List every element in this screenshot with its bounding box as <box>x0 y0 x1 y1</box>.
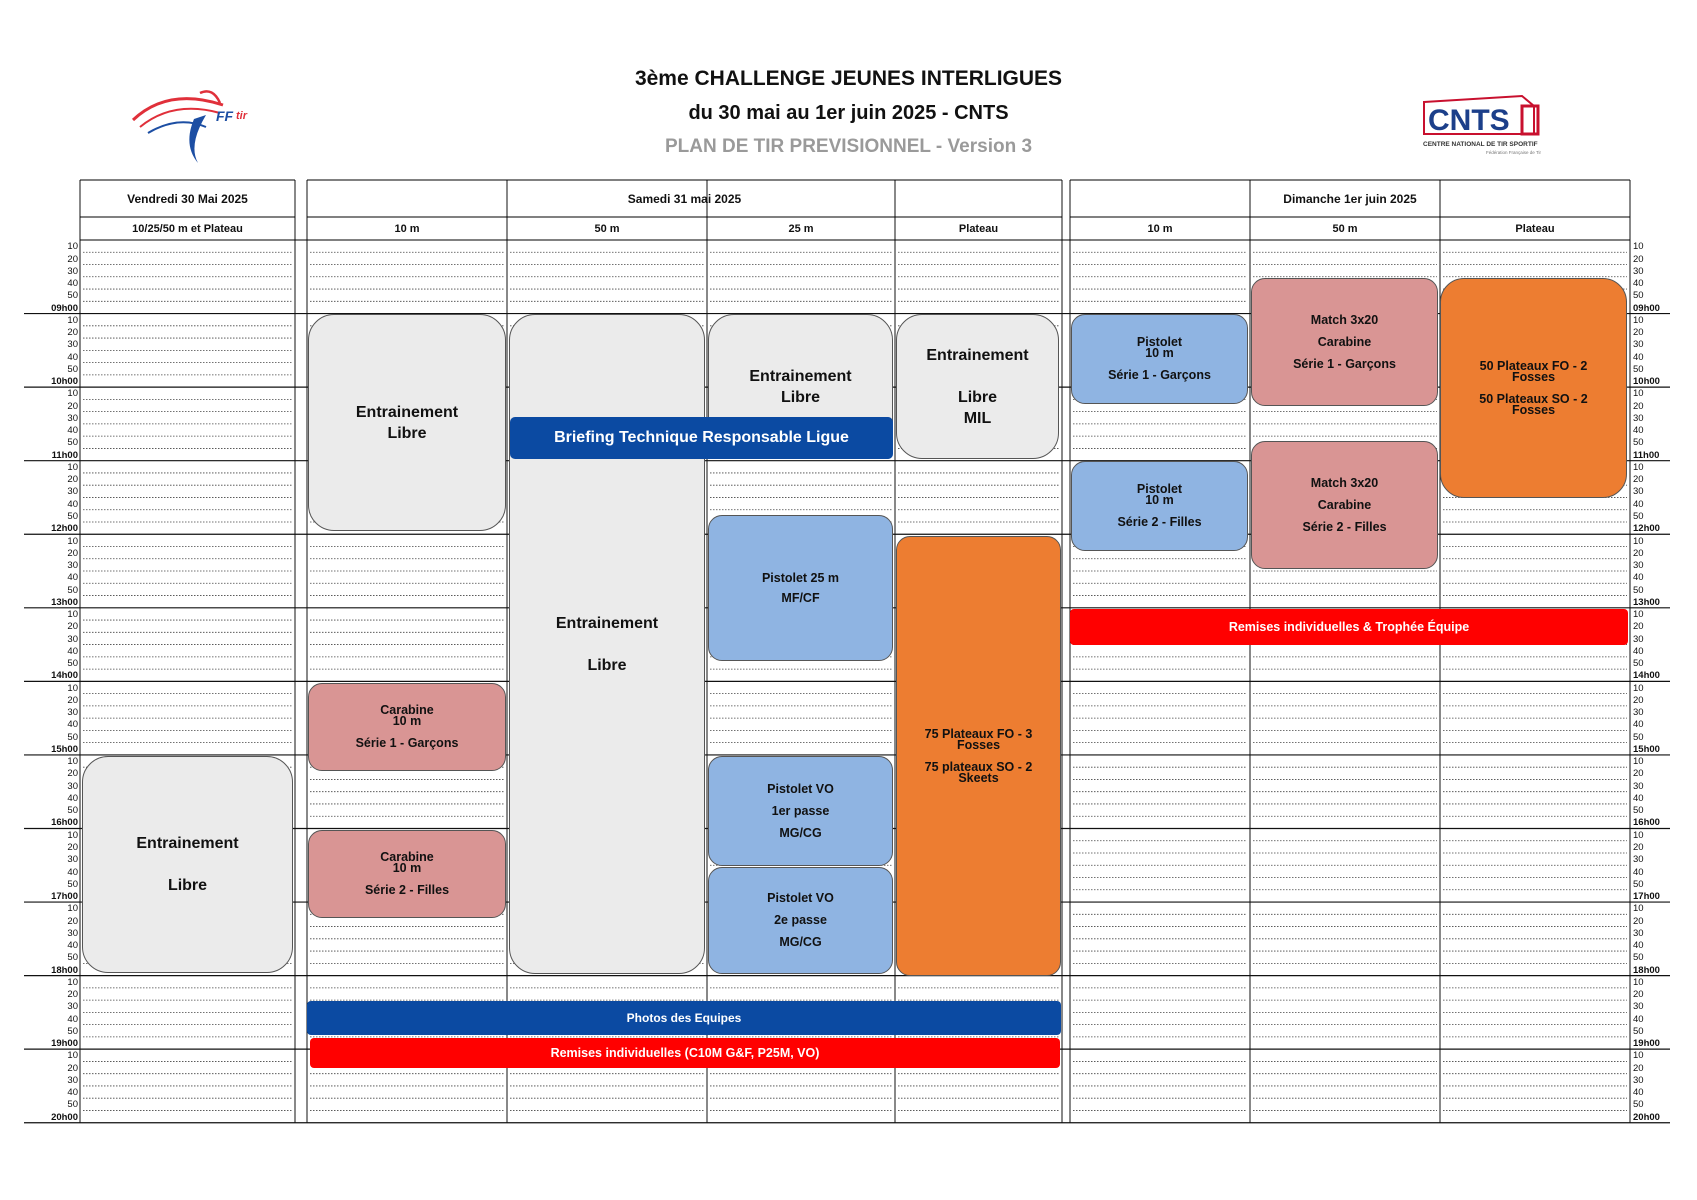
event-sat10-entrainement-libre[interactable]: Entrainement Libre <box>308 314 506 531</box>
col-header-sun-plateau: Plateau <box>1515 222 1555 235</box>
minute-label-left: 50 <box>67 1025 78 1037</box>
minute-label-right: 30 <box>1633 707 1644 719</box>
col-header-sat-50m: 50 m <box>594 222 620 235</box>
minute-label-right: 40 <box>1633 1087 1644 1099</box>
minute-label-left: 20 <box>67 621 78 633</box>
hour-label-right: 16h00 <box>1633 817 1660 829</box>
hour-label-left: 17h00 <box>51 891 78 903</box>
col-header-sun-10m: 10 m <box>1147 222 1173 235</box>
hour-label-left: 18h00 <box>51 964 78 976</box>
event-sunplateau-50-plateaux[interactable]: 50 Plateaux FO - 2 Fosses 50 Plateaux SO - 2 Fosses <box>1440 278 1627 498</box>
minute-label-right: 40 <box>1633 498 1644 510</box>
event-sun50-match-serie1[interactable]: Match 3x20 Carabine Série 1 - Garçons <box>1251 278 1438 406</box>
event-sun10-pistolet-serie2[interactable]: Pistolet 10 m Série 2 - Filles <box>1071 461 1248 551</box>
minute-label-right: 10 <box>1633 314 1644 326</box>
page-subtitle: du 30 mai au 1er juin 2025 - CNTS <box>688 102 1009 124</box>
event-sat50-entrainement-libre[interactable]: Entrainement Libre <box>509 314 705 974</box>
minute-label-left: 50 <box>67 1099 78 1111</box>
minute-label-right: 10 <box>1633 829 1644 841</box>
minute-label-right: 50 <box>1633 1099 1644 1111</box>
minute-label-left: 20 <box>67 327 78 339</box>
event-satplateau-75-plateaux[interactable]: 75 Plateaux FO - 3 Fosses 75 plateaux SO - 2 Skeets <box>896 536 1061 976</box>
minute-label-left: 20 <box>67 915 78 927</box>
minute-label-right: 10 <box>1633 241 1644 253</box>
hour-label-right: 15h00 <box>1633 743 1660 755</box>
briefing-bar[interactable]: Briefing Technique Responsable Ligue <box>510 417 893 459</box>
svg-text:FF: FF <box>216 108 234 124</box>
minute-label-left: 20 <box>67 989 78 1001</box>
minute-label-right: 50 <box>1633 878 1644 890</box>
col-header-sat-10m: 10 m <box>394 222 420 235</box>
col-header-sun-50m: 50 m <box>1332 222 1358 235</box>
minute-label-left: 30 <box>67 633 78 645</box>
event-sat25-entrainement-libre[interactable]: Entrainement Libre <box>708 314 893 459</box>
minute-label-left: 40 <box>67 940 78 952</box>
event-sat10-carabine-serie1[interactable]: Carabine 10 m Série 1 - Garçons <box>308 683 506 771</box>
minute-label-left: 50 <box>67 731 78 743</box>
minute-label-left: 50 <box>67 437 78 449</box>
minute-label-left: 20 <box>67 694 78 706</box>
minute-label-right: 40 <box>1633 572 1644 584</box>
day-header-friday: Vendredi 30 Mai 2025 <box>127 191 248 206</box>
minute-label-left: 40 <box>67 278 78 290</box>
minute-label-right: 30 <box>1633 265 1644 277</box>
minute-label-right: 30 <box>1633 854 1644 866</box>
hour-label-right: 20h00 <box>1633 1111 1660 1123</box>
minute-label-left: 10 <box>67 609 78 621</box>
col-header-sat-25m: 25 m <box>788 222 814 235</box>
minute-label-right: 40 <box>1633 351 1644 363</box>
minute-label-right: 50 <box>1633 437 1644 449</box>
svg-text:CENTRE NATIONAL DE TIR SPORTIF: CENTRE NATIONAL DE TIR SPORTIF <box>1423 141 1538 148</box>
svg-text:CNTS: CNTS <box>1428 104 1510 137</box>
minute-label-left: 30 <box>67 339 78 351</box>
minute-label-right: 30 <box>1633 560 1644 572</box>
svg-text:tir: tir <box>236 110 247 122</box>
minute-label-right: 10 <box>1633 1050 1644 1062</box>
minute-label-right: 20 <box>1633 474 1644 486</box>
minute-label-right: 20 <box>1633 253 1644 265</box>
minute-label-left: 40 <box>67 572 78 584</box>
minute-label-right: 10 <box>1633 461 1644 473</box>
minute-label-left: 50 <box>67 510 78 522</box>
hour-label-left: 10h00 <box>51 376 78 388</box>
hour-label-left: 16h00 <box>51 817 78 829</box>
hour-label-left: 15h00 <box>51 743 78 755</box>
minute-label-right: 40 <box>1633 792 1644 804</box>
minute-label-right: 50 <box>1633 1025 1644 1037</box>
minute-label-left: 40 <box>67 351 78 363</box>
event-sat10-carabine-serie2[interactable]: Carabine 10 m Série 2 - Filles <box>308 830 506 918</box>
event-satplateau-entrainement-libre-mil[interactable]: Entrainement Libre MIL <box>896 314 1059 459</box>
minute-label-right: 20 <box>1633 842 1644 853</box>
minute-label-right: 20 <box>1633 915 1644 927</box>
minute-label-left: 10 <box>67 682 78 694</box>
minute-label-left: 30 <box>67 412 78 424</box>
minute-label-left: 40 <box>67 1013 78 1025</box>
minute-label-left: 50 <box>67 952 78 964</box>
minute-label-left: 10 <box>67 388 78 400</box>
minute-label-left: 50 <box>67 805 78 817</box>
minute-label-right: 40 <box>1633 645 1644 657</box>
event-sun10-pistolet-serie1[interactable]: Pistolet 10 m Série 1 - Garçons <box>1071 314 1248 404</box>
minute-label-right: 20 <box>1633 327 1644 339</box>
minute-label-right: 40 <box>1633 719 1644 731</box>
minute-label-right: 30 <box>1633 1001 1644 1013</box>
minute-label-left: 50 <box>67 584 78 596</box>
minute-label-right: 10 <box>1633 535 1644 547</box>
minute-label-left: 10 <box>67 461 78 473</box>
minute-label-right: 30 <box>1633 1074 1644 1086</box>
minute-label-left: 20 <box>67 842 78 853</box>
minute-label-left: 30 <box>67 927 78 939</box>
minute-label-right: 40 <box>1633 1013 1644 1025</box>
minute-label-right: 30 <box>1633 633 1644 645</box>
minute-label-right: 40 <box>1633 866 1644 878</box>
hour-label-left: 12h00 <box>51 523 78 535</box>
remises-sunday-bar[interactable]: Remises individuelles & Trophée Équipe <box>1070 609 1628 645</box>
minute-label-right: 50 <box>1633 731 1644 743</box>
hour-label-left: 14h00 <box>51 670 78 682</box>
minute-label-left: 10 <box>67 976 78 988</box>
hour-label-right: 09h00 <box>1633 302 1660 314</box>
hour-label-right: 10h00 <box>1633 376 1660 388</box>
event-sat25-pistolet-vo-1[interactable]: Pistolet VO 1er passe MG/CG <box>708 756 893 866</box>
minute-label-right: 20 <box>1633 547 1644 559</box>
minute-label-left: 30 <box>67 854 78 866</box>
minute-label-left: 20 <box>67 768 78 780</box>
hour-label-left: 19h00 <box>51 1038 78 1050</box>
event-sun50-match-serie2[interactable]: Match 3x20 Carabine Série 2 - Filles <box>1251 441 1438 569</box>
minute-label-right: 40 <box>1633 425 1644 437</box>
day-header-sunday: Dimanche 1er juin 2025 <box>1283 191 1417 206</box>
minute-label-right: 10 <box>1633 976 1644 988</box>
minute-label-right: 10 <box>1633 388 1644 400</box>
minute-label-right: 50 <box>1633 584 1644 596</box>
hour-label-right: 18h00 <box>1633 964 1660 976</box>
event-fri-entrainement-libre[interactable]: Entrainement Libre <box>82 756 293 973</box>
minute-label-right: 50 <box>1633 290 1644 302</box>
minute-label-right: 50 <box>1633 658 1644 670</box>
hour-label-right: 17h00 <box>1633 891 1660 903</box>
minute-label-left: 30 <box>67 560 78 572</box>
minute-label-right: 10 <box>1633 756 1644 768</box>
minute-label-right: 50 <box>1633 805 1644 817</box>
minute-label-left: 10 <box>67 241 78 253</box>
minute-label-right: 20 <box>1633 768 1644 780</box>
minute-label-left: 40 <box>67 1087 78 1099</box>
minute-label-left: 40 <box>67 792 78 804</box>
minute-label-left: 30 <box>67 1001 78 1013</box>
minute-label-left: 10 <box>67 756 78 768</box>
minute-label-left: 30 <box>67 265 78 277</box>
minute-label-right: 20 <box>1633 400 1644 412</box>
minute-label-left: 20 <box>67 253 78 265</box>
minute-label-left: 30 <box>67 780 78 792</box>
hour-label-left: 13h00 <box>51 596 78 608</box>
minute-label-left: 20 <box>67 400 78 412</box>
event-sat25-pistolet-vo-2[interactable]: Pistolet VO 2e passe MG/CG <box>708 867 893 974</box>
hour-label-left: 09h00 <box>51 302 78 314</box>
minute-label-right: 50 <box>1633 510 1644 522</box>
minute-label-right: 10 <box>1633 682 1644 694</box>
hour-label-right: 12h00 <box>1633 523 1660 535</box>
minute-label-left: 50 <box>67 878 78 890</box>
minute-label-right: 30 <box>1633 780 1644 792</box>
minute-label-right: 10 <box>1633 903 1644 915</box>
minute-label-right: 20 <box>1633 621 1644 633</box>
hour-label-right: 14h00 <box>1633 670 1660 682</box>
col-header-sat-plateau: Plateau <box>958 222 999 235</box>
page-title: 3ème CHALLENGE JEUNES INTERLIGUES <box>634 67 1063 90</box>
minute-label-right: 20 <box>1633 1062 1644 1074</box>
hour-label-right: 11h00 <box>1633 449 1660 461</box>
minute-label-left: 50 <box>67 658 78 670</box>
minute-label-right: 20 <box>1633 989 1644 1001</box>
hour-label-left: 20h00 <box>51 1111 78 1123</box>
minute-label-left: 40 <box>67 866 78 878</box>
event-sat25-pistolet-25m[interactable]: Pistolet 25 m MF/CF <box>708 515 893 661</box>
minute-label-left: 50 <box>67 363 78 375</box>
minute-label-right: 50 <box>1633 363 1644 375</box>
minute-label-right: 50 <box>1633 952 1644 964</box>
minute-label-left: 40 <box>67 498 78 510</box>
minute-label-left: 20 <box>67 474 78 486</box>
minute-label-right: 40 <box>1633 278 1644 290</box>
minute-label-left: 30 <box>67 486 78 498</box>
minute-label-right: 20 <box>1633 694 1644 706</box>
col-header-fri: 10/25/50 m et Plateau <box>132 222 243 235</box>
minute-label-left: 40 <box>67 645 78 657</box>
minute-label-right: 30 <box>1633 486 1644 498</box>
minute-label-left: 10 <box>67 903 78 915</box>
minute-label-right: 10 <box>1633 609 1644 621</box>
minute-label-left: 40 <box>67 719 78 731</box>
minute-label-left: 10 <box>67 314 78 326</box>
hour-label-right: 13h00 <box>1633 596 1660 608</box>
minute-label-right: 30 <box>1633 339 1644 351</box>
hour-label-left: 11h00 <box>51 449 78 461</box>
minute-label-left: 20 <box>67 1062 78 1074</box>
minute-label-left: 10 <box>67 1050 78 1062</box>
hour-label-right: 19h00 <box>1633 1038 1660 1050</box>
minute-label-left: 40 <box>67 425 78 437</box>
svg-text:Fédération Française de Tir: Fédération Française de Tir <box>1486 150 1542 155</box>
day-header-saturday: Samedi 31 mai 2025 <box>627 191 742 206</box>
plan-version: PLAN DE TIR PREVISIONNEL - Version 3 <box>664 136 1033 157</box>
minute-label-right: 30 <box>1633 927 1644 939</box>
minute-label-left: 50 <box>67 290 78 302</box>
minute-label-left: 10 <box>67 829 78 841</box>
photos-bar[interactable]: Photos des Equipes <box>307 1001 1061 1035</box>
minute-label-right: 40 <box>1633 940 1644 952</box>
minute-label-left: 30 <box>67 1074 78 1086</box>
minute-label-left: 30 <box>67 707 78 719</box>
minute-label-left: 10 <box>67 535 78 547</box>
minute-label-right: 30 <box>1633 412 1644 424</box>
minute-label-left: 20 <box>67 547 78 559</box>
remises-saturday-bar[interactable]: Remises individuelles (C10M G&F, P25M, VO) <box>310 1038 1060 1068</box>
